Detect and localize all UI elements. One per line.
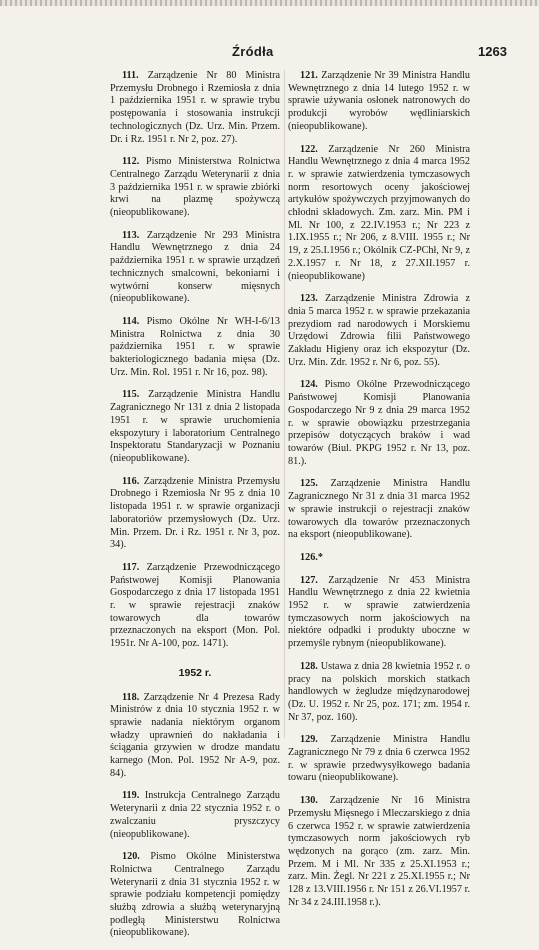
source-entry xyxy=(110,230,280,306)
source-entry xyxy=(110,851,280,940)
entry-text: Pismo Okólne Ministerstwa Rolnictwa Centralnego Zarządu Weterynarii z dnia 31 stycznia 1952 r. w sprawie podziału kompetencji pomiędzy służbą zdrowia a służbą weterynaryjną podległą Ministerstwu Rolnictwa (nieopublikowane). xyxy=(110,851,280,939)
entry-number: 130. xyxy=(300,795,318,807)
entry-number: 112. xyxy=(122,156,140,168)
source-entry xyxy=(110,156,280,220)
entry-number: 121. xyxy=(300,70,318,81)
entry-text: Zarządzenie Nr 260 Ministra Handlu Wewnętrznego z dnia 4 marca 1952 r. w sprawie zatwierdzenia tymczasowych norm resortowych oceny jakościowej artykułów spożywczych przyjmowanych do chłodni składowych. Zm. zarz. Min. PM i Ml. Nr 100, z 22.IV.1953 r.; Nr 223 z 1.IX.1955 r.; Nr 206, z 8.VIII. 1955 r.; Nr 19, z 25.I.1956 r.; Okólnik CZ-PChł, Nr 9, z 2.X.1957 r. Nr 18, z 27.XII.1957 r. (nieopublikowane) xyxy=(288,143,470,282)
right-column xyxy=(288,70,470,919)
source-entry xyxy=(288,70,470,134)
source-entry xyxy=(288,293,470,369)
entry-number: 125. xyxy=(300,478,318,490)
source-entry xyxy=(110,389,280,465)
entry-text: Zarządzenie Ministra Handlu Zagranicznego Nr 131 z dnia 2 listopada 1951 r. w sprawie uruchomienia ekspozytury i laboratorium Centralnego Inspektoratu Standaryzacji w Poznaniu (nieopublikowane). xyxy=(110,389,281,464)
entry-number: 126.* xyxy=(300,551,323,563)
entry-text: Pismo Okólne Nr WH-I-6/13 Ministra Rolnictwa z dnia 30 października 1951 r. w sprawie bakteriologicznego badania mięsa (Dz. Urz. Min. Rol. 1951 r. Nr 16, poz. 98). xyxy=(110,315,280,378)
source-entry xyxy=(288,379,470,468)
year-heading: 1952 r. xyxy=(178,666,212,679)
entry-number: 123. xyxy=(300,293,318,305)
entry-text: Zarządzenie Przewodniczącego Państwowej Komisji Planowania Gospodarczego z dnia 17 listopada 1951 r. w sprawie rejestracji znaków towarowych dla towarów przeznaczonych na eksport (Mon. Pol. 1951r. Nr A-100, poz. 1471). xyxy=(110,561,280,650)
source-entry xyxy=(288,144,470,284)
page-header xyxy=(0,44,539,64)
page-number: 1263 xyxy=(478,44,507,59)
source-entry xyxy=(288,478,470,542)
entry-number: 114. xyxy=(122,315,140,327)
source-entry xyxy=(110,790,280,841)
source-entry xyxy=(288,552,470,565)
entry-text: Ustawa z dnia 28 kwietnia 1952 r. o pracy na polskich morskich statkach handlowych w żegludze międzynarodowej (Dz. U. 1952 r. Nr 25, poz. 171; zm. 1954 r. Nr 37, poz. 160). xyxy=(288,660,470,723)
left-column xyxy=(110,70,280,950)
entry-number: 124. xyxy=(300,379,318,391)
entry-number: 122. xyxy=(300,143,318,155)
entry-number: 118. xyxy=(122,691,140,703)
entry-number: 120. xyxy=(122,851,140,863)
entry-number: 119. xyxy=(122,790,140,802)
page-title: Źródła xyxy=(232,44,274,59)
source-entry xyxy=(110,476,280,552)
source-entry xyxy=(110,692,280,781)
entry-text: Pismo Okólne Przewodniczącego Państwowej Komisji Planowania Gospodarczego Nr 9 z dnia 29 marca 1952 r. w sprawie obowiązku przestrzegania przepisów dotyczących braków i wad towarów (Biul. PKPG 1952 r. Nr 13, poz. 81.). xyxy=(288,379,470,467)
source-entry xyxy=(288,795,470,909)
entry-number: 116. xyxy=(122,475,140,487)
source-entry xyxy=(110,562,280,651)
entry-text: Zarządzenie Nr 453 Ministra Handlu Wewnętrznego z dnia 22 kwietnia 1952 r. w sprawie zatwierdzenia tymczasowych norm jakościowych na niektóre odpadki i produkty uboczne w przemyśle rybnym (nieopublikowane). xyxy=(288,574,470,650)
entry-number: 115. xyxy=(122,389,140,401)
source-entry xyxy=(288,734,470,785)
source-entry xyxy=(288,661,470,725)
entry-text: Zarządzenie Nr 80 Ministra Przemysłu Drobnego i Rzemiosła z dnia 1 października 1951 r. w sprawie trybu postępowania i stosowania instrukcji technologicznych (Dz. Urz. Min. Przem. Dr. i Rz. 1951 r. Nr 2, poz. 27). xyxy=(110,70,280,145)
source-entry xyxy=(288,575,470,651)
entry-text: Zarządzenie Ministra Przemysłu Drobnego i Rzemiosła Nr 95 z dnia 10 listopada 1951 r. w sprawie organizacji laboratoriów przemysłowych (Dz. Urz. Min. Przem. Dr. i Rz. 1951 r. Nr 3, poz. 34). xyxy=(110,475,281,551)
left-entries-before xyxy=(110,70,280,651)
entry-text: Pismo Ministerstwa Rolnictwa Centralnego Zarządu Weterynarii z dnia 3 października 1951 r. w sprawie zbiórki krwi na plazmę spożywczą (nieopublikowane). xyxy=(110,156,280,219)
entry-number: 113. xyxy=(122,229,140,241)
entry-number: 127. xyxy=(300,574,318,586)
top-border xyxy=(0,0,539,6)
entry-number: 117. xyxy=(122,561,140,573)
source-entry xyxy=(110,316,280,380)
entry-number: 111. xyxy=(122,70,139,81)
entry-text: Zarządzenie Ministra Zdrowia z dnia 5 marca 1952 r. w sprawie przekazania prezydiom rad narodowych i Morskiemu Urzędowi Zdrowia filii Państwowego Zakładu Higieny oraz ich ekspozytur (Dz. Urz. Min. Zdr. 1952 r. Nr 6, poz. 55). xyxy=(288,293,470,368)
entry-text: Zarządzenie Nr 4 Prezesa Rady Ministrów z dnia 10 stycznia 1952 r. w sprawie nadania niektórym organom władzy uprawnień do nakładania i ściągania grzywien w drodze mandatu karnego (Mon. Pol. 1952 Nr A-9, poz. 84). xyxy=(110,691,280,779)
right-entries xyxy=(288,70,470,909)
entry-number: 129. xyxy=(300,734,318,746)
entry-text: Zarządzenie Nr 39 Ministra Handlu Wewnętrznego z dnia 14 lutego 1952 r. w sprawie używania osłonek natronowych do produkcji wyrobów wędliniarskich (nieopublikowane). xyxy=(288,70,470,132)
source-entry xyxy=(110,70,280,146)
entry-text: Zarządzenie Ministra Handlu Zagranicznego Nr 31 z dnia 31 marca 1952 w sprawie instrukcji o rejestracji znaków towarowych dla towarów przeznaczonych na eksport (nieopublikowane). xyxy=(288,478,471,541)
left-entries-after xyxy=(110,692,280,941)
column-divider xyxy=(284,70,285,738)
entry-text: Zarządzenie Ministra Handlu Zagranicznego Nr 79 z dnia 6 czerwca 1952 r. w sprawie przedwysyłkowego badania towaru (nieopublikowane). xyxy=(288,734,471,784)
entry-text: Zarządzenie Nr 16 Ministra Przemysłu Mięsnego i Mleczarskiego z dnia 6 czerwca 1952 r. w sprawie zatwierdzenia tymczasowych norm jakościowych ryb wędzonych na gorąco (zm. zarz. Min. Przem. M i Ml. Nr 335 z 25.XI.1953 r.; zarz. Min. Żegl. Nr 221 z 25.XI.1955 r.; Nr 128 z 13.VIII.1956 r. Nr 151 z 26.VI.1957 r. Nr 34 z 24.III.1958 r.). xyxy=(288,795,470,908)
entry-number: 128. xyxy=(300,660,318,672)
entry-text: Instrukcja Centralnego Zarządu Weterynarii z dnia 22 stycznia 1952 r. o zwalczaniu pryszczycy (nieopublikowane). xyxy=(110,790,280,840)
entry-text: Zarządzenie Nr 293 Ministra Handlu Wewnętrznego z dnia 24 października 1951 r. w sprawie urządzeń technicznych smalcowni, bekoniarni i wytwórni konserw mięsnych (nieopublikowane). xyxy=(110,229,280,305)
